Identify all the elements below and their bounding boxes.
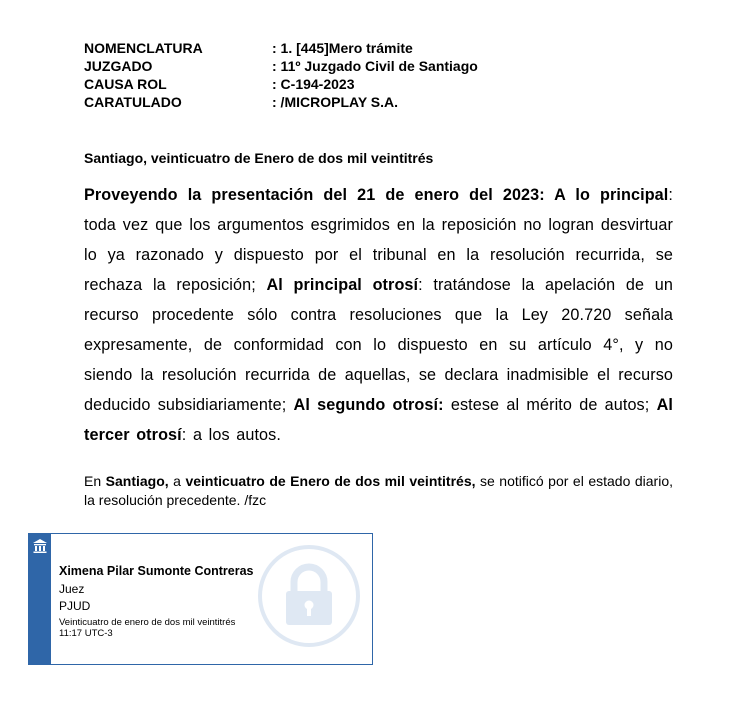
resolution-text: : toda vez que los argumentos esgrimidos en la reposición no logran desvirtuar lo ya razonado y dispuesto por el tribunal en la resolución recurrida, se rechaza la reposición; <box>84 186 673 294</box>
header-value: : 1. [445]Mero trámite <box>272 40 413 56</box>
case-header <box>84 39 478 111</box>
notification-text: En <box>84 473 106 489</box>
courthouse-icon <box>32 538 48 554</box>
signer-name: Ximena Pilar Sumonte Contreras <box>59 564 254 578</box>
signer-organization: PJUD <box>59 599 91 613</box>
header-value: : C-194-2023 <box>272 76 355 92</box>
signature-date: Veinticuatro de enero de dos mil veintitrés <box>59 617 236 628</box>
resolution-date-line: Santiago, veinticuatro de Enero de dos mil veintitrés <box>84 150 434 166</box>
resolution-otrosi-bold: Al principal otrosí <box>266 276 419 294</box>
signature-timestamp <box>59 617 235 639</box>
header-value: : 11º Juzgado Civil de Santiago <box>272 58 478 74</box>
notification-bold: veinticuatro de Enero de dos mil veintitrés, <box>185 473 476 489</box>
header-row-nomenclatura <box>84 39 478 57</box>
resolution-lead-bold: Proveyendo la presentación del 21 de enero del 2023: A lo principal <box>84 186 669 204</box>
resolution-otrosi-bold: Al segundo otrosí: <box>293 396 444 414</box>
header-row-causa-rol <box>84 75 478 93</box>
header-label: CAUSA ROL <box>84 76 167 92</box>
resolution-body <box>84 180 673 450</box>
notification-bold: Santiago, <box>105 473 169 489</box>
lock-icon <box>257 544 361 648</box>
notification-text: se notificó por el estado diario, la resolución precedente. /fzc <box>84 473 674 508</box>
resolution-text: : a los autos. <box>181 426 281 444</box>
header-row-juzgado <box>84 57 478 75</box>
header-row-caratulado <box>84 93 478 111</box>
signature-accent-bar <box>29 534 51 664</box>
notification-paragraph <box>84 472 673 510</box>
signer-role: Juez <box>59 582 85 596</box>
header-label: NOMENCLATURA <box>84 40 203 56</box>
header-value: : /MICROPLAY S.A. <box>272 94 399 110</box>
resolution-text: : tratándose la apelación de un recurso procedente sólo contra resoluciones que la Ley 20.720 señala expresamente, de conformidad con lo dispuesto en su artículo 4°, y no siendo la resolución recurrida de aquellas, se declara inadmisible el recurso deducido subsidiariamente; <box>84 276 673 414</box>
resolution-otrosi-bold: Al tercer otrosí <box>84 396 673 444</box>
electronic-signature-box <box>28 533 373 665</box>
resolution-text: estese al mérito de autos; <box>443 396 657 414</box>
signature-time: 11:17 UTC-3 <box>59 628 113 639</box>
notification-text: a <box>168 473 186 489</box>
header-label: JUZGADO <box>84 58 153 74</box>
header-label: CARATULADO <box>84 94 182 110</box>
